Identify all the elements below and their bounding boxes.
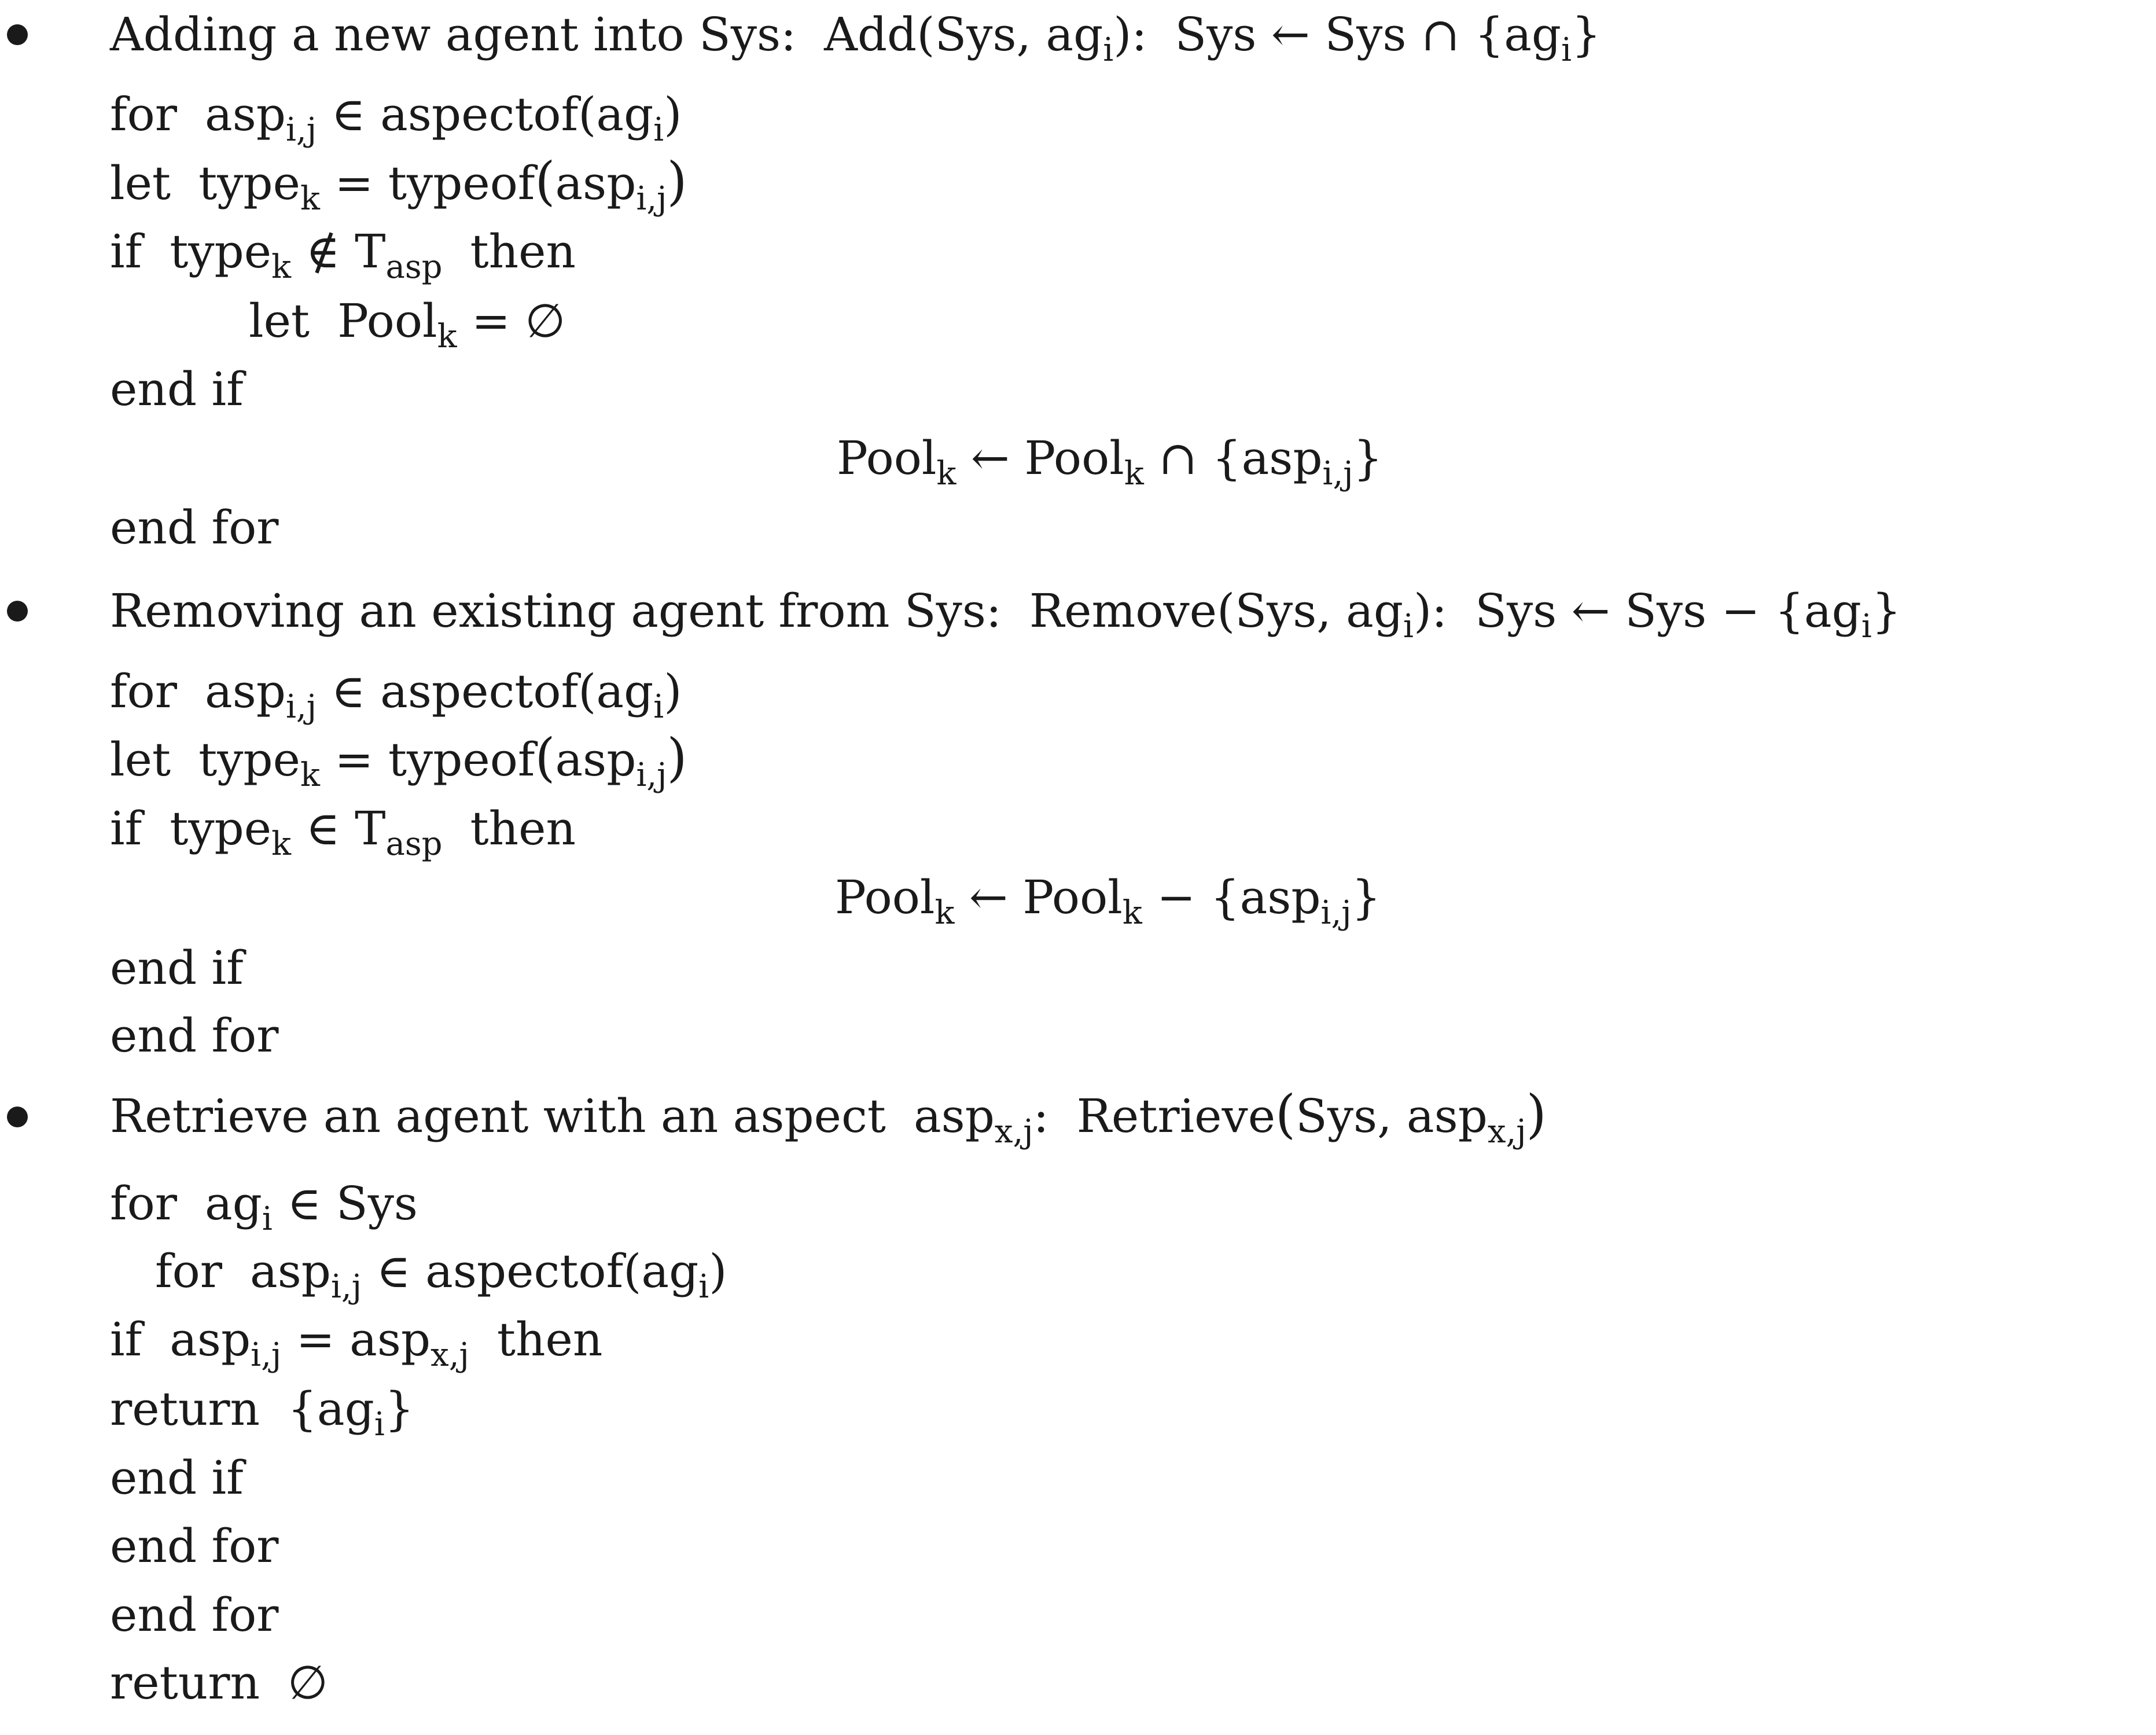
- math-token: return: [110, 1382, 260, 1436]
- section-heading-add: Adding a new agent into Sys: Add(Sys, $ag_i$): Sys ← Sys ∩ $\{ag_i\}$: [110, 8, 1601, 69]
- math-token: type: [170, 802, 272, 855]
- math-token: ag: [205, 1177, 262, 1230]
- heading-text: Retrieve an agent with an aspect: [110, 1089, 886, 1143]
- math-token: end for: [110, 1009, 279, 1063]
- bullet: [7, 1107, 28, 1127]
- math-token: i,j: [285, 111, 317, 149]
- code-line-pool-update: [837, 431, 1383, 492]
- math-token: Retrieve: [1076, 1089, 1276, 1143]
- math-token: = asp: [296, 1313, 431, 1366]
- math-token: end for: [110, 501, 279, 554]
- math-token: i: [374, 1405, 385, 1443]
- math-token: asp: [913, 1089, 995, 1143]
- math-token: }: [1871, 584, 1901, 638]
- math-token: k: [300, 179, 320, 218]
- code-line-for: [110, 87, 682, 149]
- math-token: i,j: [251, 1336, 282, 1374]
- math-token: ∈ aspectof(ag: [376, 1244, 699, 1298]
- code-line-let: let type$_k$ = typeof(asp$_{i,j}$): [110, 728, 687, 794]
- math-token: if: [110, 1313, 142, 1366]
- math-token: for: [155, 1244, 223, 1298]
- math-token: Remove: [1029, 584, 1217, 638]
- math-token: then: [470, 225, 576, 278]
- code-line-endif: [110, 1451, 244, 1505]
- math-token: k: [300, 756, 320, 794]
- math-token: if: [110, 225, 142, 278]
- math-token: ← Pool: [969, 870, 1123, 924]
- math-token: = typeof: [334, 733, 535, 786]
- math-token: for: [110, 664, 178, 718]
- bullet: [7, 601, 28, 622]
- code-line-endif: [110, 941, 244, 995]
- math-token: ∩ {asp: [1158, 431, 1323, 485]
- math-token: i: [1403, 607, 1414, 645]
- math-token: = ∅: [471, 294, 566, 348]
- math-token: Pool: [835, 870, 935, 924]
- math-token: i,j: [1320, 894, 1352, 932]
- math-token: Add: [824, 8, 917, 61]
- code-line-return-empty: [110, 1656, 328, 1710]
- math-token: i: [1103, 31, 1114, 69]
- math-token: i,j: [330, 1267, 362, 1306]
- bullet: [7, 24, 28, 45]
- section-heading-retrieve: Retrieve an agent with an aspect asp$_{x,j}$: Retrieve(Sys, asp$_{x,j}$): [110, 1085, 1547, 1150]
- math-token: for: [110, 1177, 178, 1230]
- math-token: then: [470, 802, 576, 855]
- code-line-endfor: [110, 1588, 279, 1642]
- math-token: ∈ T: [306, 802, 386, 855]
- math-token: i: [653, 688, 664, 726]
- math-token: ∅: [288, 1656, 328, 1710]
- code-line-for: [110, 664, 682, 726]
- math-token: i,j: [285, 688, 317, 726]
- math-token: then: [496, 1313, 603, 1366]
- code-line-for: [110, 1177, 418, 1238]
- math-token: x,j: [994, 1112, 1033, 1150]
- code-line-if: [110, 225, 576, 286]
- section-heading-remove: Removing an existing agent from Sys: Remove(Sys, $ag_i$): Sys ← Sys − $\{ag_i\}$: [110, 584, 1901, 645]
- math-token: end for: [110, 1519, 279, 1573]
- math-token: k: [271, 825, 292, 863]
- math-token: ∈ aspectof(ag: [331, 664, 654, 718]
- math-token: k: [271, 248, 292, 286]
- math-token: asp: [250, 1244, 331, 1298]
- math-token: end if: [110, 362, 244, 416]
- math-token: ): [664, 87, 682, 141]
- code-line-if: [110, 802, 576, 863]
- math-token: Sys, ag: [934, 8, 1103, 61]
- math-token: }: [1353, 431, 1383, 485]
- math-token: i,j: [636, 179, 667, 218]
- math-token: ∈ aspectof(ag: [331, 87, 654, 141]
- code-line-endfor: [110, 1009, 279, 1063]
- math-token: x,j: [431, 1336, 469, 1374]
- math-token: Pool: [837, 431, 937, 485]
- math-token: asp: [555, 156, 637, 210]
- math-token: k: [934, 894, 955, 932]
- math-token: Sys, asp: [1296, 1089, 1488, 1143]
- math-token: Sys, ag: [1235, 584, 1404, 638]
- math-token: i: [1561, 31, 1572, 69]
- heading-text: Adding a new agent into Sys:: [110, 8, 797, 61]
- code-line-return: [110, 1382, 414, 1443]
- math-token: type: [170, 225, 272, 278]
- heading-text: Removing an existing agent from Sys:: [110, 584, 1002, 638]
- math-token: {ag: [288, 1382, 374, 1436]
- math-token: i: [653, 111, 664, 149]
- math-token: Sys ← Sys − {ag: [1475, 584, 1861, 638]
- code-line-pool-update: [835, 870, 1381, 932]
- math-token: k: [936, 454, 956, 492]
- math-token: k: [437, 317, 457, 355]
- math-token: k: [1122, 894, 1142, 932]
- code-line-endif: [110, 362, 244, 416]
- math-token: asp: [205, 664, 286, 718]
- math-token: = typeof: [334, 156, 535, 210]
- math-token: asp: [555, 733, 637, 786]
- math-token: asp: [170, 1313, 251, 1366]
- math-token: i: [262, 1200, 273, 1238]
- math-token: :: [1033, 1089, 1049, 1143]
- math-token: i,j: [636, 756, 667, 794]
- math-token: return: [110, 1656, 260, 1710]
- math-token: ∈ Sys: [287, 1177, 418, 1230]
- math-token: i: [698, 1267, 709, 1306]
- math-token: Pool: [337, 294, 437, 348]
- math-token: type: [198, 733, 300, 786]
- math-token: ): [664, 664, 682, 718]
- math-token: k: [1124, 454, 1144, 492]
- math-token: let: [110, 156, 171, 210]
- code-line-let-pool: [249, 294, 566, 355]
- math-token: ← Pool: [970, 431, 1124, 485]
- math-token: end if: [110, 1451, 244, 1505]
- math-token: let: [249, 294, 310, 348]
- math-token: ∉ T: [306, 225, 386, 278]
- code-line-let: let type$_k$ = typeof(asp$_{i,j}$): [110, 152, 687, 218]
- math-token: i,j: [1322, 454, 1353, 492]
- math-token: asp: [385, 825, 443, 863]
- math-token: Sys ← Sys ∩ {ag: [1175, 8, 1562, 61]
- code-line-endfor: [110, 1519, 279, 1573]
- math-token: − {asp: [1157, 870, 1321, 924]
- math-token: asp: [205, 87, 286, 141]
- math-token: for: [110, 87, 178, 141]
- math-token: i: [1861, 607, 1872, 645]
- math-token: let: [110, 733, 171, 786]
- math-token: end if: [110, 941, 244, 995]
- math-token: }: [1351, 870, 1381, 924]
- code-line-if: [110, 1313, 603, 1374]
- math-token: if: [110, 802, 142, 855]
- math-token: }: [1572, 8, 1601, 61]
- math-token: type: [198, 156, 300, 210]
- code-line-for-nested: [155, 1244, 727, 1306]
- math-token: end for: [110, 1588, 279, 1642]
- math-token: x,j: [1487, 1112, 1526, 1150]
- math-token: }: [384, 1382, 414, 1436]
- math-token: ): [709, 1244, 727, 1298]
- math-token: asp: [385, 248, 443, 286]
- code-line-endfor: [110, 501, 279, 554]
